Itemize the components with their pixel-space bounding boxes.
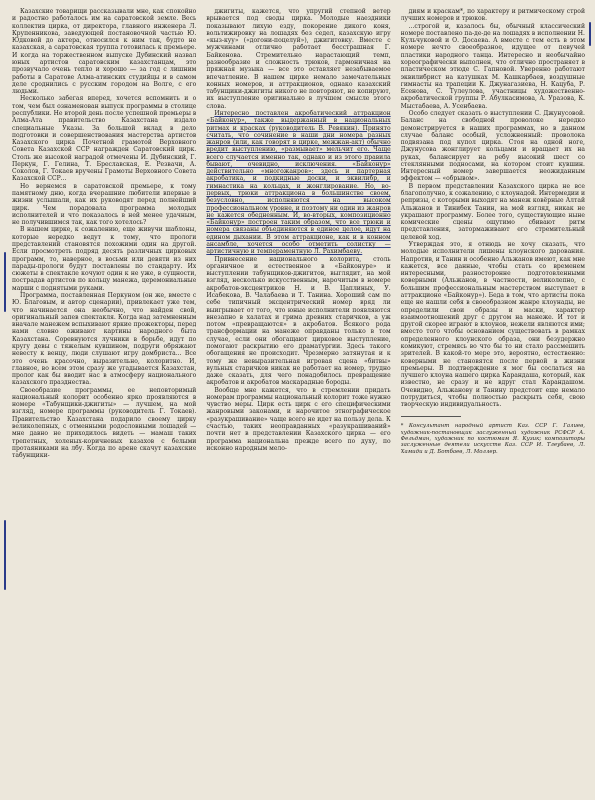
paragraph: Привнесение национального колорита, столь органичное и естественное в «Байконуре» и выступлении табунщиков-джигитов, выглядит, на мой взгляд, несколько искусственным, нарочитым в номере акробатов-эксцентриков Н. и В. Цаплиных, У. Исабекова, В. Чалабаева и Т. Танина. Хороший сам по себе типичный эксцентрический номер вряд ли выигрывает от того, что юные исполнители появляются внезапно в халатах и грима древних старичков, а уж потом «превращаются» в акробатов. Всякого рода трансформации на манеже оправданы только в том случае, если они обогащают цирковое выступление, помогают раскрытию его драматургии. Здесь такого обогащения не происходит. Чрезмерно затянутая и к тому же невыразительная игровая сцена «битвы» вульных старичков никак не работает на номер, трудно даже сказать, для чего понадобилось превращение акробатов и акробатов маскарадные бороды. — [206, 255, 391, 387]
paragraph: Но вернемся в саратовской премьере, к тому памятному дню, когда вчерашние любители впервые в жизни услышали, как их руководят перед полнейший цирк. Чем порадовала программа молодых исполнителей и что показалось в ней менее удачным, не получившимся так, как того хотелось? — [12, 182, 197, 227]
paragraph: Программа, поставленная Перкуном (он же, вместе с Ю. Благовым, и автор сценарии), привлекает уже тем, что начинается она необычно, что найден свой, оригинальный запев спектакля. Когда над затемненным вначале манежем вспыхивают яркие прожекторы, перед нами словно оживают картины народного быта Казахстана. Соревнуются лучники в борьбе, идут по кругу девы с тяжелым кувшином, подруги обряжают невесту к венцу, люди слушают игру домбриста... Все это очень красочно, выразительно, колоритно. И, главное, во всем этом сразу же угадывается Казахстан, пролог как бы вводит нас в атмосферу национального казахского празднества. — [12, 291, 197, 387]
article-columns — [12, 8, 585, 794]
paragraph: Несколько забегая вперед, хочется вспомнить и о том, чем был ознаменован выпуск программы в столице республики. Не второй день после успешной премьеры в Алма-Ата правительство Казахстана издало специальные Указы. За большой вклад в дело подготовки и совершенствования мастерства артистов Казахского цирка Почетной грамотой Верховного Совета Казахской ССР награжден Саратовский цирк. Столь же высокой наградой отмечены И. Дубинский, Г. Перкун, Г. Гелина, Т. Бреславская, Е. Резвачи, А. Соколов, Г. Токаев вручены Грамоты Верховного Совета Казахской ССР... — [12, 95, 197, 183]
paragraph: Вообще мне кажется, что в стремлении придать номерам программы национальный колорит тоже нужно чувство меры. Цирк есть цирк с его специфическими жанровыми законами, и нарочитое этнографическое «разукрашивание» чаще всего не идет на пользу дела. К счастью, таких неоправданных «разукрашиваний» почти нет в представлении Казахского цирка — его программа национальна прежде всего по духу, по исконно народным мело- — [206, 386, 391, 452]
paragraph: ...строгой и, казалось бы, обычный классический номере поставлено па-де-де на лошадях в исполнении Н. Кульчуковой и О. Досаева. А вместе с тем есть в этом номере нечто своеобразное, идущее от певучей пластики народного танца. Интересно и необычайно хореографически выполнен, что отлично пространяет в пластическом этюде С. Гапновой. Уверенно работают эквилибрист на катушках М. Кашкарбаев, воздушные гимнасты на трапеции К. Джунагазиева, Н. Кацуба, Р. Есенова, С. Тулеулова, участницы художественно-акробатической группы Р. Абулкасимова, А. Уразова, К. Мыстабаева, А. Усенбаева. — [400, 22, 585, 110]
pen-margin-mark — [4, 252, 6, 312]
footnote-divider — [401, 416, 461, 417]
column-3 — [401, 8, 585, 794]
paragraph: Утверждая это, я отнюдь не хочу сказать, что молодые исполнители лишены клоунского дарования. Напротив, и Танин и особенно Альжанов имеют, как мне кажется, все данные, чтобы стать со временем интересными, разносторонне подготовленными коверными (Альжанов, в частности, великолепно, с большим профессиональным мастерством выступает в аттракционе «Байконур»). Беда в том, что артисты пока еще не нашли себя в своеобразном жанре клоунады, не определили свои образы и маски, характер взаимоотношений друг с другом на манеже. И тот и другой скорее играют в клоунов, нежели являются ими; вместо того чтобы основанием существовать в рамках определенного клоунского образа, они безудержно комикуют, стремясь во что бы то ни стало рассмешить зрителей. В какой-то мере это, вероятно, естественно: коверными не становятся после первой в жизни премьеры. В подтверждение я мог бы сослаться на лучшего клоуна нашего цирка Карандаша, который, как известно, не сразу и не вдруг стал Карандашом. Очевидно, Альжанову и Танину предстоит еще немало потрудиться, чтобы полностью раскрыть себя, свою творческую индивидуальность. — [400, 241, 585, 409]
paragraph: джигиты, кажется, что упругий степной ветер врывается под своды цирка. Молодые наездники показывают лихую езду, покорение дикого коня, вольтижировку на лошадях без седел, казахскую игру «кыз-куу» («догони-поцелуй»), джигитовку. Вместе с мужчинами отлично работает бесстрашная Г. Байкенова. Стремительно нарастающий темп, разнообразие и сложность трюков, гармоничная на пряжная музыка — все это оставляет незабываемое впечатление. В нашем цирке немало замечательных конных номеров, и аттракционов, однако казахский табунщики-джигиты никого не повторяют, не копируют, их выступление оригинально в лучшем смысле этого слова. — [206, 8, 391, 110]
paragraph: Своеобразие программы, ее неповторимый национальный колорит особенно ярко проявляются в номере «Табунщики-джигиты» — лучшем, на мой взгляд, номере программы (руководитель Г. Токаев). Правительство Казахстана подарило своему цирку великолепных, с отменными родословными лошадей — мне давно не приходилось видеть — мамаш таких трепетных, холеных-коричневых казахов с белыми протаяниками на лбу. Когда по арене скачут казахские табунщики- — [12, 386, 197, 460]
paragraph: В первом представлении Казахского цирка не все благополучно, к сожалению, с клоунадой. Интермедии и репризы, с которыми выходят на манеж ковёрные Алтай Альжанов и Тинибек Танин, на мой взгляд, никак не украшают программу. Более того, существующие ныне комические сцены ощутимо сбивают ритм представления, затормаживают его стремительный целевой ход. — [400, 182, 585, 241]
column-1 — [12, 8, 196, 794]
paragraph: В нашем цирке, к сожалению, еще живучи шаблоны, которые нередко ведут к тому, что прологи представлений становятся похожими один на другой. Если просмотреть подряд десять различных цирковых программ, то, наверное, в восьми или девяти из них парады-прологи будут поставлены по стандарту. Их сюжеты в спектакле кочуют один к не уже, в сущности, пострадав артистов по кольцу манежа, церемониальные марши с поднятыми руками. — [12, 226, 197, 292]
footnote: * Консультант народный артист Каз. ССР Г. Галиев, художник-постановщик заслуженный художник РСФСР А. Фельдман, художник по костюмам Я. Кузик; композиторы заслуженные деятели искусств Каз. ССР И. Тлеубаев, Л. Хамиди и Д. Ботбаев, Л. Моллер. — [400, 423, 585, 455]
column-2 — [206, 8, 390, 794]
pen-margin-mark — [589, 22, 591, 46]
paragraph: Интересно поставлен акробатический аттракцион «Байконур», также выдержанный в национальных ритмах и красках (руководитель В. Ревякин). Принято считать, что сочинение в наши дни номера разных жанров (или, как говорят в цирке, межжан-акт) обычно вредит выступлению, «размывает» мельчит его. Чаще всего случается именно так, однако и из этого правила бывают, очевидно, исключения. «Байконур» действительно «многожанров»: здесь и партерная акробатика, и подкидные доски, и эквилибр, и гимнастика на кольцах, и жонглирование. Но, во-первых, трюки аттракциона в большинстве своем, безусловно, исполняются на высоком профессиональном уровне, и поэтому ни один из жанров не кажется обедненным. И, во-вторых, композиционно «Байконур» построен таким образом, что все трюки и номера связаны объединяются в единое целое, идут на едином дыхании. В этом аттракционе, как и в конном ансамбле, хочется особо отметить солистку — артистичную и темпераментную Л. Рахимбаеву. — [206, 109, 391, 256]
paragraph: Особо следует сказать о выступлении С. Джунусовой. Баланс на свободной проволоке нередко демонстрируется в наших программах, но в данном случае баланс особый, усложненный: проволока подвязана под купол цирка. Стоя на одной ноге, Джунусова жонглирует кольцами и вращает их на руках, балансирует на ребу высокий шест со стеклянными подносами, на котором стоит кувшин. Интересный номер завершается неожиданным эффектом — «обрывом». — [400, 109, 585, 183]
paragraph: Казахские товарищи рассказывали мне, как спокойно и радостно работалось им на саратовской земле. Весь коллектив цирка, от директора, главного инженера Л. Крупенникова, заведующей постановочной частью Ю. Юдковой до актера, относился к ним так, будто не казахская, а саратовская труппа готовилась к премьере. И когда на торжественном выпуске Дубинский назвал юных артистов саратовским казахстанцам, это прозвучало очень тепло и хорошо — за год с лишним работы в Саратове Алма-атинских студийцы и в самом деле сроднились с русским городом на Волге, с его людьми. — [12, 8, 197, 96]
paragraph: диям и краскам*, по характеру и ритмическому строй лучших номеров и трюков. — [400, 8, 585, 23]
pen-margin-mark — [4, 520, 6, 590]
